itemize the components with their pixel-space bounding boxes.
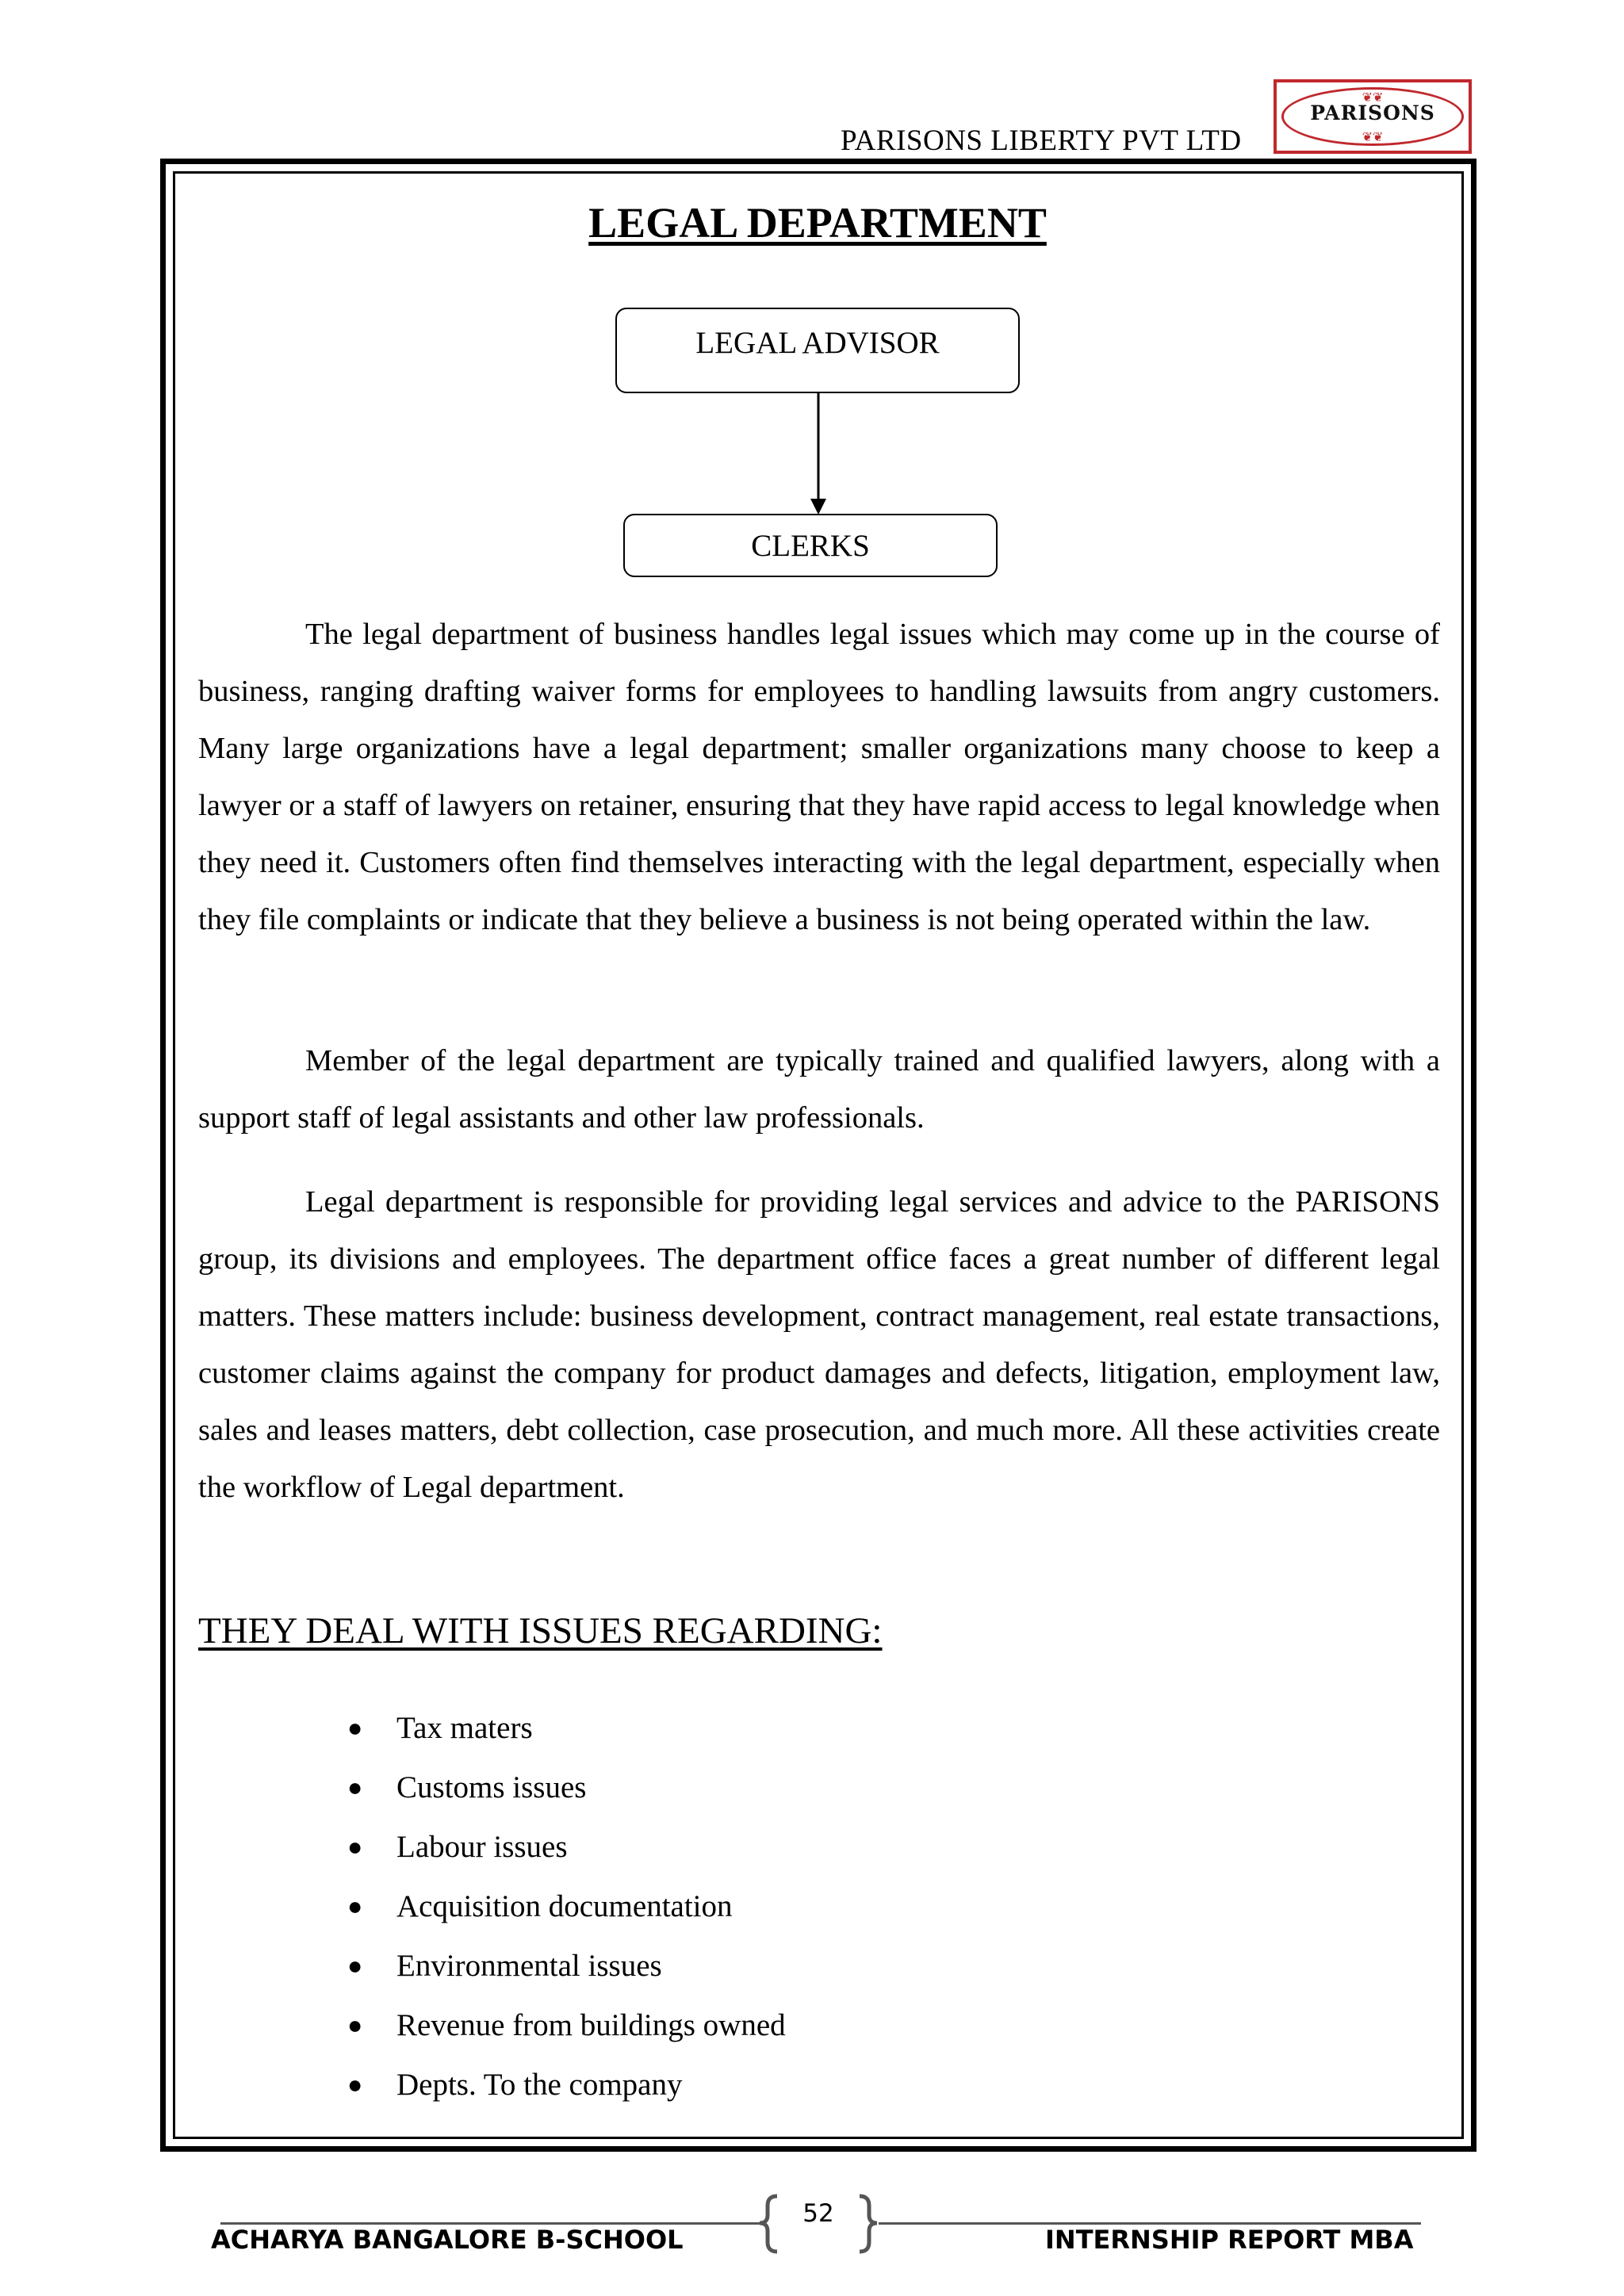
bullet-icon: ●: [347, 1832, 363, 1861]
footer-school-name: ACHARYA BANGALORE B-SCHOOL: [211, 2225, 684, 2255]
issue-text: Acquisition documentation: [396, 1889, 733, 1923]
org-box-label: CLERKS: [751, 529, 870, 563]
logo-ornament-bottom: ❦❦: [1362, 131, 1384, 144]
org-box-label: LEGAL ADVISOR: [695, 326, 940, 360]
paragraph-members: Member of the legal department are typically trained and qualified lawyers, along with a support staff of legal assistants and other law professionals.: [198, 1044, 1440, 1135]
bullet-icon: ●: [347, 1713, 363, 1742]
bullet-icon: ●: [347, 1951, 363, 1980]
bullet-icon: ●: [347, 2011, 363, 2039]
issue-item: [347, 1698, 786, 1758]
logo-ornament-top: ❦❦: [1362, 91, 1384, 105]
org-box-legal-advisor: [615, 308, 1020, 393]
org-connector-arrow: [809, 392, 828, 516]
issue-text: Revenue from buildings owned: [396, 2008, 786, 2042]
bullet-icon: ●: [347, 1773, 363, 1801]
issue-text: Customs issues: [396, 1770, 587, 1804]
org-box-clerks: [623, 514, 998, 577]
page-number: 52: [802, 2199, 834, 2228]
issue-item: [347, 1877, 786, 1936]
issue-item: [347, 1817, 786, 1877]
issue-text: Tax maters: [396, 1711, 533, 1745]
issues-list: [347, 1698, 786, 2114]
issue-item: [347, 1996, 786, 2055]
parisons-logo: [1274, 79, 1472, 154]
logo-text: PARISONS: [1310, 101, 1435, 124]
issue-text: Labour issues: [396, 1830, 568, 1864]
paragraph-responsibilities: Legal department is responsible for providing legal services and advice to the PARISONS group, its divisions and employees. The department office faces a great number of different legal matters. These matters include: business development, contract management, real estate transactions, customer claims against the company for product damages and defects, litigation, employment law, sales and leases matters, debt collection, case prosecution, and much more. All these activities create the workflow of Legal department.: [198, 1185, 1440, 1504]
footer-report-title: INTERNSHIP REPORT MBA: [1045, 2225, 1414, 2255]
issue-item: [347, 1936, 786, 1996]
header-company-name: PARISONS LIBERTY PVT LTD: [841, 124, 1242, 157]
bullet-icon: ●: [347, 1892, 363, 1920]
issues-heading: THEY DEAL WITH ISSUES REGARDING:: [198, 1610, 883, 1651]
issue-text: Environmental issues: [396, 1949, 662, 1983]
issue-item: [347, 1758, 786, 1817]
page-title: LEGAL DEPARTMENT: [588, 199, 1047, 247]
issue-item: [347, 2055, 786, 2114]
bullet-icon: ●: [347, 2070, 363, 2099]
issue-text: Depts. To the company: [396, 2068, 683, 2102]
paragraph-legal-overview: The legal department of business handles legal issues which may come up in the course of business, ranging drafting waiver forms for employees to handling lawsuits from angry customers. Many large organizations have a legal department; smaller organizations many choose to keep a lawyer or a staff of lawyers on retainer, ensuring that they have rapid access to legal knowledge when they need it. Customers often find themselves interacting with the legal department, especially when they file complaints or indicate that they believe a business is not being operated within the law.: [198, 618, 1440, 936]
